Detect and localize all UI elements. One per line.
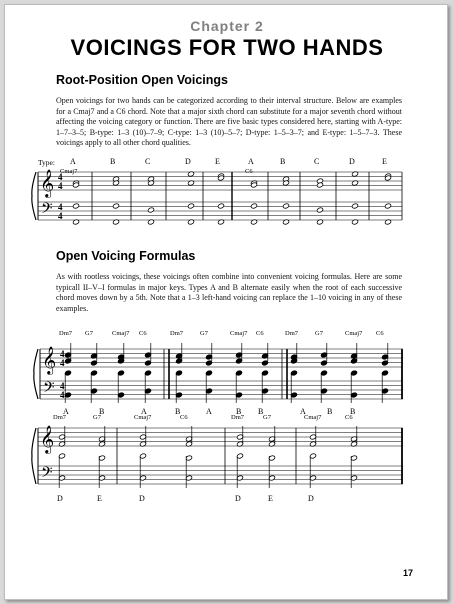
time-signature: 4 bbox=[60, 390, 65, 400]
page-title: VOICINGS FOR TWO HANDS bbox=[70, 35, 384, 60]
bass-note-head bbox=[351, 203, 358, 209]
chord-symbol: C6 bbox=[139, 330, 147, 337]
voicing-type-label: D bbox=[308, 494, 314, 503]
chord-symbol: G7 bbox=[85, 330, 93, 337]
time-signature: 4 bbox=[60, 358, 65, 368]
bass-clef-icon: 𝄢 bbox=[41, 200, 53, 221]
time-signature: 4 bbox=[58, 211, 63, 221]
bass-clef-icon: 𝄢 bbox=[43, 379, 55, 400]
voicing-type-label: E bbox=[215, 157, 220, 166]
bass-note-head bbox=[250, 203, 257, 209]
voicing-type-label: D bbox=[349, 157, 355, 166]
time-signature: 4 bbox=[58, 202, 63, 212]
treble-clef-icon: 𝄞 bbox=[40, 169, 55, 197]
chord-symbol: Cmaj7 bbox=[134, 414, 152, 421]
treble-clef-icon: 𝄞 bbox=[40, 425, 55, 453]
bass-clef-icon: 𝄢 bbox=[41, 464, 53, 485]
voicing-type-label: B bbox=[99, 407, 105, 416]
voicing-type-label: C bbox=[145, 157, 151, 166]
chord-symbol: Dm7 bbox=[53, 414, 66, 421]
chord-symbol: G7 bbox=[93, 414, 101, 421]
bass-note-head bbox=[147, 207, 154, 213]
section-heading-formulas: Open Voicing Formulas bbox=[56, 249, 196, 263]
voicing-type-label: A bbox=[141, 407, 147, 416]
voicing-type-label: C bbox=[314, 157, 320, 166]
voicing-type-label: B bbox=[327, 407, 333, 416]
voicing-type-label: D bbox=[235, 494, 241, 503]
chord-symbol: C6 bbox=[345, 414, 353, 421]
bass-note-head bbox=[217, 203, 224, 209]
voicing-type-label: B bbox=[280, 157, 286, 166]
time-signature: 4 bbox=[60, 381, 65, 391]
chord-symbol: G7 bbox=[263, 414, 271, 421]
voicing-type-label: B bbox=[236, 407, 242, 416]
chord-symbol: C6 bbox=[180, 414, 188, 421]
voicing-type-label: B bbox=[175, 407, 181, 416]
voicing-type-label: B bbox=[110, 157, 116, 166]
section-paragraph-root-position: Open voicings for two hands can be categorized according to their interval structure. Below are examples for a Cmaj7 and a C6 chord. Note that a major sixth chord can substitute for a major seventh chord without affecting the voicing category or function. There are five basic types considered here, starting with A-type: 1–7–3–5; B-type: 1–3 (10)–7–9; C-type: 1–3 (10)–5–7; D-type: 1–5–3–7; and E-type: 1–5–7–3. These voicings apply to all other chord qualities. bbox=[56, 96, 402, 148]
brace-icon bbox=[32, 428, 36, 484]
voicing-type-label: A bbox=[248, 157, 254, 166]
chord-symbol: C6 bbox=[245, 168, 253, 175]
chord-symbol: C6 bbox=[256, 330, 264, 337]
chord-symbol: G7 bbox=[200, 330, 208, 337]
treble-clef-icon: 𝄞 bbox=[42, 346, 57, 374]
bass-note-head bbox=[384, 203, 391, 209]
chord-symbol: C6 bbox=[376, 330, 384, 337]
voicing-type-label: A bbox=[206, 407, 212, 416]
chord-symbol: Cmaj7 bbox=[112, 330, 130, 337]
voicing-type-label: B bbox=[350, 407, 356, 416]
bass-note-head bbox=[112, 203, 119, 209]
voicing-type-label: A bbox=[63, 407, 69, 416]
voicing-type-label: A bbox=[300, 407, 306, 416]
voicing-type-label: E bbox=[268, 494, 273, 503]
chord-symbol: Cmaj7 bbox=[230, 330, 248, 337]
time-signature: 4 bbox=[58, 181, 63, 191]
voicing-type-label: E bbox=[382, 157, 387, 166]
voicing-type-label: D bbox=[139, 494, 145, 503]
chord-symbol: Dm7 bbox=[285, 330, 298, 337]
voicing-type-label: E bbox=[97, 494, 102, 503]
bass-note-head bbox=[187, 203, 194, 209]
voicing-type-label: D bbox=[57, 494, 63, 503]
section-paragraph-formulas: As with rootless voicings, these voicings often combine into convenient voicing formulas. Here are some typicall II–V–I formulas in major keys. Types A and B alternate easily when the root of each successive chord moves down by a 5th. Note that a 1–3 left-hand voicing can replace the 1–10 voicing in any of these examples. bbox=[56, 272, 402, 313]
chord-symbol: G7 bbox=[315, 330, 323, 337]
chord-symbol: Dm7 bbox=[170, 330, 183, 337]
chord-symbol: Cmaj7 bbox=[60, 168, 78, 175]
voicing-type-label: B bbox=[258, 407, 264, 416]
chord-symbol: Cmaj7 bbox=[304, 414, 322, 421]
page-number: 17 bbox=[403, 568, 414, 578]
bass-note-head bbox=[72, 203, 79, 209]
voicing-type-label: A bbox=[70, 157, 76, 166]
type-label: Type: bbox=[38, 158, 55, 167]
brace-icon bbox=[34, 349, 38, 399]
time-signature: 4 bbox=[58, 172, 63, 182]
chord-symbol: Dm7 bbox=[59, 330, 72, 337]
brace-icon bbox=[32, 172, 36, 220]
chapter-label: Chapter 2 bbox=[190, 18, 264, 34]
chord-symbol: Dm7 bbox=[231, 414, 244, 421]
bass-note-head bbox=[316, 207, 323, 213]
section-heading-root-position: Root-Position Open Voicings bbox=[56, 73, 228, 87]
bass-note-head bbox=[282, 203, 289, 209]
chord-symbol: Cmaj7 bbox=[345, 330, 363, 337]
voicing-type-label: D bbox=[185, 157, 191, 166]
time-signature: 4 bbox=[60, 349, 65, 359]
